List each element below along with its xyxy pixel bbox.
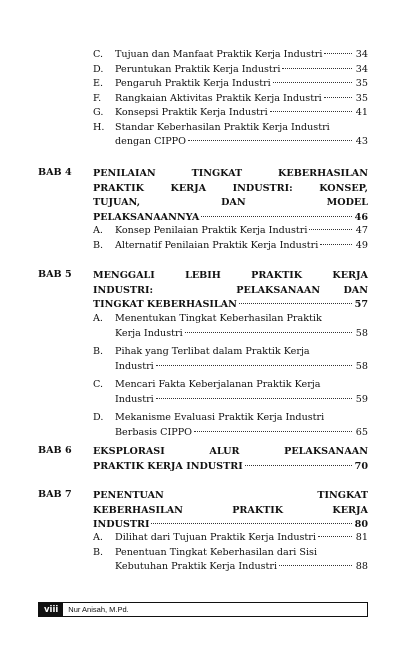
toc-entry[interactable]: [93, 122, 368, 137]
dot-leader: [324, 97, 352, 98]
toc-entry[interactable]: [93, 240, 368, 255]
chapter-page: 57: [354, 299, 368, 310]
footer-author: Nur Anisah, M.Pd.: [68, 605, 129, 614]
chapter-title[interactable]: EKSPLORASI ALUR PELAKSANAAN PRAKTIK KERJA INDUSTRI 70: [93, 445, 368, 474]
dot-leader: [188, 140, 352, 141]
dot-leader: [320, 244, 352, 245]
entry-title: Menentukan Tingkat Keberhasilan Praktik: [115, 313, 322, 324]
dot-leader: [201, 216, 352, 217]
toc-entry-continuation[interactable]: [93, 361, 368, 376]
dot-leader: [156, 398, 352, 399]
page-number: viii: [39, 603, 63, 616]
toc-entry[interactable]: [93, 225, 368, 240]
dot-leader: [151, 523, 352, 524]
chapter-title[interactable]: PENILAIAN TINGKAT KEBERHASILAN PRAKTIK KERJA INDUSTRI: KONSEP, TUJUAN, DAN MODEL PELAKSANAANNYA 46: [93, 167, 368, 225]
entry-title: Mekanisme Evaluasi Praktik Kerja Industri: [115, 412, 325, 423]
toc-entry-continuation[interactable]: [93, 328, 368, 343]
toc-entry[interactable]: [93, 532, 368, 547]
entry-title: Industri: [115, 360, 154, 372]
chapter-label: BAB 7: [38, 489, 72, 500]
dot-leader: [279, 565, 352, 566]
entry-title: Kerja Industri: [115, 327, 183, 339]
entry-title: Tujuan dan Manfaat Praktik Kerja Industri: [115, 49, 323, 60]
toc-entry-continuation[interactable]: [93, 136, 368, 151]
toc-entry[interactable]: [93, 64, 368, 79]
entry-page: 34: [355, 49, 368, 60]
chapter-page: 80: [354, 519, 368, 530]
entry-title: Standar Keberhasilan Praktik Kerja Industri: [115, 121, 330, 133]
dot-leader: [309, 229, 352, 230]
entry-page: 88: [355, 561, 368, 572]
entry-letter: D.: [93, 63, 104, 75]
entry-title: Pihak yang Terlibat dalam Praktik Kerja: [115, 346, 310, 357]
entry-letter: A.: [93, 532, 103, 543]
chapter-label: BAB 5: [38, 269, 72, 280]
entry-page: 43: [355, 136, 368, 147]
entry-title: Mencari Fakta Keberjalanan Praktik Kerja: [115, 379, 321, 390]
entry-title: Kebutuhan Praktik Kerja Industri: [115, 561, 278, 572]
entry-title: Konsep Penilaian Praktik Kerja Industri: [115, 225, 308, 236]
dot-leader: [245, 465, 352, 466]
entry-letter: G.: [93, 107, 104, 118]
toc-entry[interactable]: [93, 78, 368, 93]
entry-title: Konsepsi Praktik Kerja Industri: [115, 107, 268, 118]
chapter-subitems: [93, 532, 368, 576]
chapter-subitems: [93, 313, 368, 441]
entry-title: Peruntukan Praktik Kerja Industri: [115, 63, 281, 75]
toc-entry[interactable]: [93, 412, 368, 427]
entry-title: Penentuan Tingkat Keberhasilan dari Sisi: [115, 546, 318, 558]
chapter-label: BAB 4: [38, 167, 72, 178]
toc-entry-continuation[interactable]: [93, 427, 368, 442]
toc-continued-list: [93, 49, 368, 151]
entry-title: Alternatif Penilaian Praktik Kerja Industri: [115, 239, 319, 251]
entry-title: Dilihat dari Tujuan Praktik Kerja Industri: [115, 532, 316, 543]
entry-letter: B.: [93, 546, 104, 558]
entry-page: 49: [355, 239, 368, 251]
entry-page: 58: [355, 327, 368, 339]
dot-leader: [273, 82, 352, 83]
entry-letter: D.: [93, 412, 104, 423]
toc-entry-continuation[interactable]: [93, 561, 368, 576]
entry-letter: B.: [93, 239, 104, 251]
toc-entry[interactable]: [93, 313, 368, 328]
dot-leader: [282, 68, 352, 69]
entry-page: 35: [355, 92, 368, 104]
entry-title: Rangkaian Aktivitas Praktik Kerja Industri: [115, 92, 322, 104]
entry-title: Berbasis CIPPO: [115, 426, 193, 438]
entry-letter: C.: [93, 49, 104, 60]
toc-entry[interactable]: [93, 379, 368, 394]
toc-entry[interactable]: [93, 93, 368, 108]
entry-page: 35: [355, 78, 368, 89]
chapter-subitems: [93, 225, 368, 254]
entry-title: Pengaruh Praktik Kerja Industri: [115, 78, 271, 89]
dot-leader: [156, 365, 352, 366]
chapter-title[interactable]: MENGGALI LEBIH PRAKTIK KERJA INDUSTRI: PELAKSANAAN DAN TINGKAT KEBERHASILAN 57: [93, 269, 368, 313]
entry-letter: B.: [93, 346, 104, 357]
entry-page: 34: [355, 63, 368, 75]
dot-leader: [194, 431, 352, 432]
dot-leader: [324, 53, 352, 54]
entry-letter: C.: [93, 379, 104, 390]
chapter-page: 46: [354, 211, 368, 223]
entry-page: 41: [355, 107, 368, 118]
toc-entry[interactable]: [93, 49, 368, 64]
page-footer: [38, 602, 368, 617]
entry-letter: F.: [93, 92, 102, 104]
toc-entry-continuation[interactable]: [93, 394, 368, 409]
entry-letter: H.: [93, 121, 105, 133]
dot-leader: [185, 332, 352, 333]
entry-page: 81: [355, 532, 368, 543]
chapter-label: BAB 6: [38, 445, 72, 456]
entry-title: Industri: [115, 393, 154, 405]
chapter-page: 70: [354, 460, 368, 472]
entry-page: 65: [355, 426, 368, 438]
entry-letter: A.: [93, 313, 103, 324]
entry-page: 58: [355, 360, 368, 372]
dot-leader: [239, 303, 352, 304]
toc-entry[interactable]: [93, 346, 368, 361]
toc-entry[interactable]: [93, 547, 368, 562]
entry-page: 47: [355, 225, 368, 236]
dot-leader: [318, 536, 352, 537]
entry-title: dengan CIPPO: [115, 136, 186, 147]
chapter-title[interactable]: PENENTUAN TINGKAT KEBERHASILAN PRAKTIK KERJA INDUSTRI 80: [93, 489, 368, 533]
entry-letter: A.: [93, 225, 103, 236]
toc-entry[interactable]: [93, 107, 368, 122]
entry-letter: E.: [93, 78, 104, 89]
entry-page: 59: [355, 393, 368, 405]
dot-leader: [270, 111, 352, 112]
